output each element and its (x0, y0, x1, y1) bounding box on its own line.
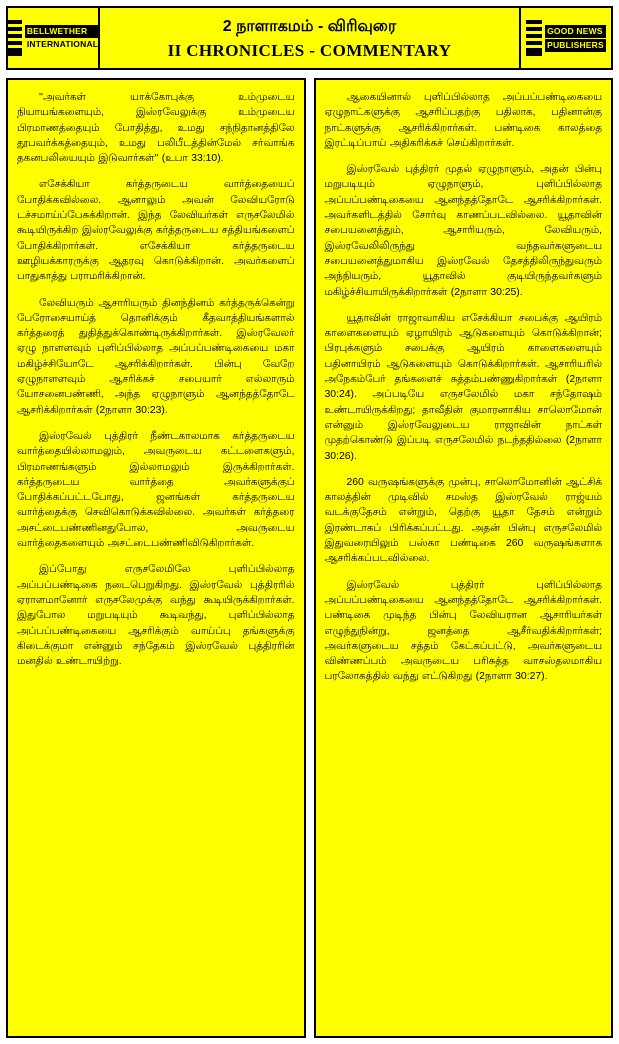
paragraph: 260 வருஷங்களுக்கு முன்பு, சாலொமோனின் ஆட்சிக் காலத்தின் முடிவில் சமஸ்த இஸ்ரவேல் ராஜ்யம் வடக்குதேசம் என்றும், தெற்கு யூதா தேசம் என்றும் இரண்டாகப் பிரிக்கப்பட்டது. அதன் பின்பு எருசலேமில் இதுவரையிலும் பஸ்கா பண்டிகை 260 வருஷங்களாக ஆசரிக்கப்படவில்லை. (324, 476, 602, 565)
page-title-english: II CHRONICLES - COMMENTARY (167, 40, 452, 60)
paragraph: இப்போது எருசலேமிலே புளிப்பில்லாத அப்பப்பண்டிகை நடைபெறுகிறது. இஸ்ரவேல் புத்திரரில் ஏராளமானோர் எருசலேமுக்கு வந்து கூடியிருக்கிறார்கள். இதுபோல மறுபடியும் கூடிவந்து, புளிப்பில்லாத அப்பப்பண்டிகையை ஆசரிக்கும் வாய்ப்பு தங்களுக்கு கிடைக்குமா என்னும் சந்தேகம் இஸ்ரவேல் புத்திரரின் மனதில் உண்டாயிற்று. (17, 564, 295, 668)
paragraph: ஆகையினால் புளிப்பில்லாத அப்பப்பண்டிகையை ஏழுநாட்களுக்கு ஆசரிப்பதற்கு பதிலாக, பதினான்கு நாட்களுக்கு ஆசரிக்கிறார்கள். பண்டிகை காலத்தை இரட்டிப்பாய் அதிகரிக்கச் செய்கிறார்கள். (324, 92, 602, 149)
page-header (6, 6, 613, 70)
logo-left-line1: BELLWETHER (25, 25, 100, 38)
body-columns (6, 78, 613, 1038)
paragraph: லேவியரும் ஆசாரியரும் தினந்தினம் கர்த்தருக்கென்று பேரோசையாய்த் தொனிக்கும் கீதவாத்தியங்களால் கர்த்தரைத் துதித்துக்கொண்டிருக்கிறார்கள். இஸ்ரவேலர் ஏழு நாளளவும் புளிப்பில்லாத அப்பப்பண்டிகையை மகா மகிழ்ச்சியோடே ஆசரிக்கிறார்கள். பின்பு வேறே ஏழுநாளளவும் ஆசரிக்கச் சபையார் எல்லாரும் யோசனைபண்ணி, அந்த ஏழுநாளும் ஆனந்தத்தோடே ஆசரிக்கிறார்கள் (2நாளா 30:23). (17, 297, 295, 416)
publisher-logo-left (8, 8, 100, 68)
left-column (6, 78, 306, 1038)
open-book-icon (6, 18, 22, 58)
paragraph: யூதாவின் ராஜாவாகிய எசேக்கியா சபைக்கு ஆயிரம் காளைகளையும் ஏழாயிரம் ஆடுகளையும் கொடுக்கிறான்; பிரபுக்களும் சபைக்கு ஆயிரம் காளைகளையும் பதினாயிரம் ஆடுகளையும் கொடுக்கிறார்கள். ஆசாரியரில் அநேகம்பேர் தங்களைச் சுத்தம்பண்ணுகிறார்கள் (2நாளா 30:24). அப்படியே எருசலேமில் மகா சந்தோஷம் உண்டாயிருக்கிறது; தாவீதின் குமாரனாகிய சாலொமோன் என்னும் இஸ்ரவேலுடைய ராஜாவின் நாட்கள் முதற்கொண்டு இப்படி எருசலேமில் நடந்ததில்லை (2நாளா 30:26). (324, 312, 602, 462)
paragraph: இஸ்ரவேல் புத்திரர் முதல் ஏழுநாளும், அதன் பின்பு மறுபடியும் ஏழுநாளும், புளிப்பில்லாத அப்பப்பண்டிகையை ஆனந்தத்தோடே ஆசரிக்கிறார்கள். அவர்களிடத்தில் சோர்வு காணப்படவில்லை. யூதாவின் சபையனைத்தும், ஆசாரியரும், லேவியரும், இஸ்ரவேலிலிருந்து வந்தவர்களுடைய சபையனைத்துமாகிய இஸ்ரவேல் தேசத்திலிருந்துவரும் அந்நியரும், யூதாவில் குடியிருந்தவர்களும் மகிழ்ச்சியாயிருக்கிறார்கள் (2நாளா 30:25). (324, 164, 602, 298)
open-book-icon-right (526, 18, 542, 58)
logo-right-line2: PUBLISHERS (547, 39, 604, 50)
paragraph: எசேக்கியா கர்த்தருடைய வார்த்தையைப் போதிக்கவில்லை. ஆனாலும் அவன் லேவியரோடு டச்சமாய்ப்பேசுக்கிறான். இந்த லேவியர்கள் எருசலேமில் கூடியிருக்கிற இஸ்ரவேலுக்கு கர்த்தருடைய சத்தியங்களைப் போதிக்கிறார்கள். எசேக்கியா கர்த்தருடைய ஊழியக்காரருக்கு ஆதரவு கொடுக்கிறான். அவர்களைப் பாதுகாத்து பராமரிக்கிறான். (17, 179, 295, 283)
publisher-logo-right (519, 8, 611, 68)
logo-left-inner (6, 18, 100, 58)
paragraph: இஸ்ரவேல் புத்திரர் புளிப்பில்லாத அப்பப்பண்டிகையை ஆனந்தத்தோடே ஆசரிக்கிறார்கள். பண்டிகை முடிந்த பின்பு லேவியரான ஆசாரியர்கள் எழுந்துநின்று, ஜனத்தை ஆசீர்வதிக்கிறார்கள்; அவர்களுடைய சத்தம் கேட்கப்பட்டு, அவர்களுடைய விண்ணப்பம் அவருடைய பரிசுத்த வாசஸ்தலமாகிய பரலோகத்தில் வந்து எட்டுகிறது (2நாளா 30:27). (324, 579, 602, 683)
page-title-tamil: 2 நாளாகமம் - விரிவுரை (222, 17, 397, 35)
right-column (314, 78, 614, 1038)
logo-right-line1: GOOD NEWS (545, 25, 606, 38)
paragraph: இஸ்ரவேல் புத்திரர் நீண்டகாலமாக கர்த்தருடைய வார்த்தையில்லாமலும், அவருடைய கட்டளைகளும், பிரமாணங்களும் இல்லாமலும் இருக்கிறார்கள். கர்த்தருடைய வார்த்தை அவர்களுக்குப் போதிக்கப்பட்டபோது, ஜனங்கள் கர்த்தருடைய வார்த்தைக்கு செவிகொடுக்கவில்லை. அவர்கள் கர்த்தரை அசட்டைபண்ணினதுபோல, அவருடைய வார்த்தைகளையும் அசட்டைபண்ணிவிடுகிறார்கள். (17, 430, 295, 550)
logo-right-text (545, 25, 606, 52)
logo-left-line2: INTERNATIONAL (26, 39, 99, 49)
logo-left-text (25, 25, 100, 51)
paragraph: ''அவர்கள் யாக்கோபுக்கு உம்முடைய நியாயங்களையும், இஸ்ரவேலுக்கு உம்முடைய பிரமாணத்தையும் போதித்து, உமது சந்நிதானத்திலே தூபவர்க்கத்தையும், உமது பலிபீடத்தின்மேல் சர்வாங்க தகனபலியையும் இடுவார்கள்'' (உபா 33:10). (17, 92, 295, 165)
title-block (100, 8, 519, 68)
logo-right-inner (526, 18, 606, 58)
